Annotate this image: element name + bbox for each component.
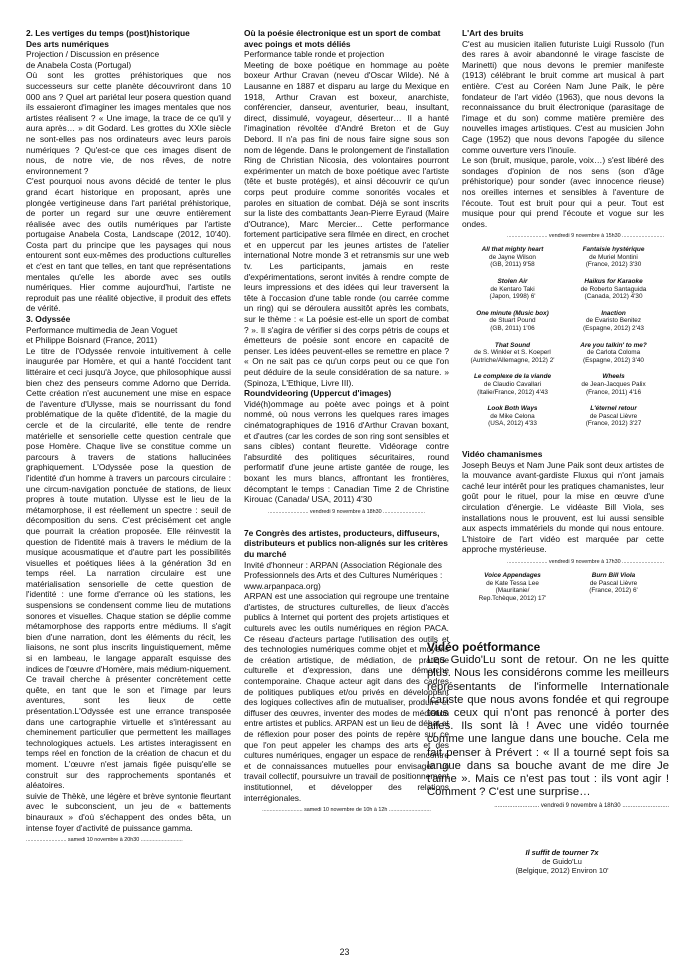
column-middle bbox=[244, 28, 449, 814]
program-item: Haikus for Karaoke de Roberto Santaguida (Canada, 2012) 4'30 bbox=[580, 278, 647, 301]
paragraph: Où sont les grottes préhistoriques que nos successeurs sur cette planète découvriront dans 10 000 ans ? Quel art pariétal leur posera question quand ils essaieront d'imaginer les images mentales que nos artistes réalisent ? « Une image, la trace de ce qu'il y aura après… » dit Godard. Les grottes du XXIe siècle ne sont-elles pas nos ordinateurs avec leurs parois numériques ? Qu'est-ce que ces images disent de nous, de notre vie, de nos rêves, de notre environnement ? bbox=[26, 70, 231, 176]
program-list bbox=[462, 246, 664, 437]
section-title: Roundvideoring (Uppercut d'images) bbox=[244, 388, 392, 399]
program-item: Are you talkin' to me? de Carlota Coloma (Espagne, 2012) 3'40 bbox=[580, 341, 647, 364]
column-right bbox=[462, 28, 664, 605]
section-title: 2. Les vertiges du temps (post)historique bbox=[26, 28, 190, 38]
section-title: L'Art des bruits bbox=[462, 28, 524, 38]
program-item: Look Both Ways de Mike Celona (USA, 2012) 4'33 bbox=[487, 405, 538, 428]
schedule-line: ........................... vendredi 9 novembre à 18h30 ............................ bbox=[268, 508, 425, 515]
schedule-line: ........................... vendredi 9 novembre à 15h30 ............................ bbox=[507, 233, 664, 240]
paragraph: Le son (bruit, musique, parole, voix…) s'est libéré des sondages d'opinion de nos sens (son d'âge préhistorique) pour sonder (avec innocence rieuse) nos oreilles internes et sensibles à l'aventure de l'écoute. Tout est bruit pour qui a peur. Tout est musique pour qui prend l'écoute et vogue sur les ondes. bbox=[462, 155, 664, 229]
paragraph: suivie de Thèkè, une légère et brève syntonie fleurtant avec le subconscient, un jeu de « battements binauraux » d'où s'échappent des ondes bêta, un intense foyer d'activité de puissance gamma. bbox=[26, 790, 231, 833]
paragraph: Meeting de boxe poétique en hommage au poète boxeur Arthur Cravan (neveu d'Oscar Wilde). Né à Lausanne en 1887 et disparu au large du Mexique en 1918, Arthur Cravan est boxeur, anarchiste, conférencier, danseur, aventurier, beau, insultant, direct, dissimulé, voyageur, déserteur… Il a hanté l'imagination révoltée d'André Breton et de Guy Debord. Il n'a pas fini de nous faire signe sous son nom de légende. Dans le prolongement de l'installation Ring de Christian Nicosia, des volontaires pourront expérimenter un match de boxe poétique avec l'artiste (tête et buste protégés), et ainsi découvrir ce qu'un corps peut produire comme sonorités vocales et paroles en situation de combat. Déjà se sont inscrits sur la liste des combattants Jean-Pierre Eyraud (Maire d'Outrance), Marc Mercier... Cette performance fortement participative sera filmée en direct, en crochet et en uppercut par les jeunes artistes de l'atelier international Notre monde 3 et retransmis sur une web tv. Les participants, jamais en reste d'expérimentations, seront invités à rendre compte de leurs impressions et des idées qui leur traversent la tête à l'occasion d'une table ronde (ou carrée comme un ring) qui se déroulera aussitôt après les combats, sur le thème : « La poésie est-elle un sport de combat ? ». Il s'agira de vérifier si des corps pétris de coups et émetteurs de poésie sont encore en capacité de penser. Les idées peuvent-elles se remettre en place ? « On ne sait pas ce qu'un corps peut ou ce que l'on peut déduire de la seule considération de sa nature. » (Spinoza, L'Ethique, Livre III). bbox=[244, 59, 449, 388]
program-item: Le complexe de la viande de Claudio Cavallari (Italie/France, 2012) 4'43 bbox=[473, 373, 552, 396]
work-origin: (Belgique, 2012) Environ 10' bbox=[515, 866, 609, 875]
paragraph: ARPAN est une association qui regroupe une trentaine d'artistes, de structures culturelles, de lieux d'accès publics à Internet qui portent des projets artistiques et culturels avec les outils numériques en région PACA. Ce réseau d'acteurs partage l'utilisation des outils et des technologies numériques comme objet et moyens de création artistique, de médiation, de pratique culturelle et d'expression, dans une démarche contemporaine. Chaque acteur agit dans des cadres de politiques publiques et/ou privés en développant des logiques collectives afin de mutualiser, produire et diffuser des œuvres, inventer des modes de médiation entre artistes et publics. ARPAN est un lieu de débat et de réflexion pour poser des points de repère sur ce que l'on peut appeler les champs des arts et des cultures numériques, engager un espace de rencontre et de connaissances mutuelles pour envisager un travail collectif, poursuivre un travail de positionnement institutionnel, et développer des relations interrégionales. bbox=[244, 591, 449, 803]
work-title: Il suffit de tourner 7x bbox=[525, 848, 599, 857]
program-item: Inaction de Evaristo Benitez (Espagne, 2012) 2'43 bbox=[583, 309, 644, 333]
section-title: Où la poésie électronique est un sport de combat avec poings et mots déliés bbox=[244, 28, 441, 49]
section-title: Vidéo poétformance bbox=[427, 640, 541, 654]
schedule-line: ........................... vendredi 9 novembre à 17h30 ............................ bbox=[507, 558, 664, 565]
program-item: Fantaisie hystérique de Muriel Montini (France, 2012) 3'30 bbox=[582, 246, 645, 269]
program-item: Stolen Air de Kentaro Taki (Japon, 1998) 6' bbox=[489, 278, 536, 301]
section-title: 7e Congrès des artistes, producteurs, diffuseurs, distributeurs et publics non-alignés sur les critères du marché bbox=[244, 527, 448, 559]
program-list bbox=[462, 572, 664, 605]
program-item: L'éternel retour de Pascal Lièvre (France, 2012) 3'27 bbox=[585, 405, 642, 428]
program-item: Voice Appendages de Kate Tessa Lee (Mauritanie/ Rep.Tchèque, 2012) 17' bbox=[478, 571, 547, 602]
work-author: de Guido'Lu bbox=[542, 857, 582, 866]
feature-block bbox=[427, 641, 669, 810]
section-title: 3. Odyssée bbox=[26, 314, 71, 325]
event-meta: Performance multimedia de Jean Voguet bbox=[26, 324, 178, 335]
paragraph: C'est au musicien italien futuriste Luigi Russolo (l'un des rares à avoir abandonné le virage fasciste de Marinetti) que nous devons le premier manifeste (1913) célébrant le bruit comme art musical à part entière. C'est au Coréen Nam June Paik, le père fondateur de l'art vidéo (1963), que nous devons la reconnaissance du bruit électronique (parasitage de l'image et du son) comme matière première des nouvelles images artistiques. C'est au musicien John Cage (1952) que nous devons l'apogée du silence comme ouverture vers l'inouïe. bbox=[462, 38, 664, 155]
section-title: Vidéo chamanismes bbox=[462, 448, 543, 459]
schedule-line: ........................... samedi 10 novembre à 20h30 ............................ bbox=[26, 837, 183, 844]
program-item bbox=[462, 848, 662, 875]
program-item: One minute (Music box) de Stuart Pound (GB, 2011) 1'06 bbox=[476, 309, 549, 333]
event-meta: Projection / Discussion en présence bbox=[26, 49, 160, 60]
column-left bbox=[26, 28, 231, 844]
program-item: Burn Bill Viola de Pascal Lièvre (France, 2012) 6' bbox=[589, 571, 638, 595]
event-meta: Invité d'honneur : ARPAN (Association Régionale des Professionnels des Arts et des Cultures Numériques : www.arpanpaca.org) bbox=[244, 559, 443, 591]
event-meta: de Anabela Costa (Portugal) bbox=[26, 59, 132, 70]
schedule-line: ........................... samedi 10 novembre de 10h à 12h ............................ bbox=[262, 807, 431, 814]
event-meta: et Philippe Boisnard (France, 2011) bbox=[26, 335, 158, 346]
program-item: Wheels de Jean-Jacques Palix (France, 2011) 4'16 bbox=[581, 373, 646, 396]
event-meta: Performance table ronde et projection bbox=[244, 49, 385, 60]
section-subtitle: Des arts numériques bbox=[26, 38, 109, 49]
paragraph: C'est pourquoi nous avons décidé de tenter le plus grand écart historique en proposant, après une plongée vertigineuse dans l'art pariétal préhistorique, de porter un regard sur une œuvre entièrement réalisée avec des outils numériques par l'artiste portugaise Anabela Costa, Landscape (2012, 10'40). Costa part du principe que les paysages qui nous entourent sont eux-mêmes des productions culturelles et c'est en tant que telles, en tant que représentations mentales qu'elle les aborde avec ses outils numériques. Hier comme aujourd'hui, l'artiste ne reproduit pas une réalité objective, il produit des effets de vérité. bbox=[26, 176, 231, 314]
program-item: All that mighty heart de Jayne Wilson (GB, 2011) 9'58 bbox=[481, 246, 544, 269]
schedule-line: ........................... vendredi 9 novembre à 18h30 ............................ bbox=[494, 803, 669, 810]
paragraph: Vidé(h)ommage au poète avec poings et à point nommé, où nous verrons les quelques rares images cinématographiques de 1916 d'Arthur Cravan boxant, et d'autres (car les cordes de son ring sont sensibles et sans cibles) contant fleurette. Vidéorage contre l'absurdité des politiques sécuritaires, round performatif d'une jeune artiste gantée de rouge, les boxant les murs blancs, affrontant les frontières, décomptant le temps : Canadian Time 2 de Christine Kirouac (Canada/ USA, 2011) 4'30 bbox=[244, 398, 449, 505]
program-item: That Sound de S. Winkler et S. Koeperl (Autriche/Allemagne, 2012) 2' bbox=[470, 341, 555, 364]
paragraph: Le titre de l'Odyssée renvoie intuitivement à celle inaugurée par Homère, et qui a hanté l'occident tant littéraire et ceci jusqu'à Joyce, que philosophique aussi bien chez des penseurs comme Adorno que Derrida. Cette création n'est aucunement une mise en espace de l'aventure d'Ulysse, mais se nourrissant du fond problématique de la quête d'identité, de la magie du cercle et de la circularité, elle tente de rendre matérielle et sensorielle cette question centrale que pose Homère. Chaque live se constitue comme un parcours à travers de stations hallucinées graphiquement. L'Odyssée pose la question de l'identité d'un homme à travers un parcours circulaire : une circum-navigation ponctuée de stations, de lieux propres à toute mutation. Ulysse est le lieu de la métamorphose, il est réellement un spectre : seuil de décomposition du sens. C'est précisément cet angle que pourrait la création proposée. Elle réinvestit la question de l'identité mais à travers le médium de la musique acousmatique et d'autre part les possibilités visuelles et poétiques liées à la génération 3d en temps réel. La narration circulaire est une matérialisation sensorielle de cette question de l'identité : une forme d'errance où les stations, les suspensions se condensent comme lieu de mutations sonores et visuelles. Chaque station se déplie comme métamorphose des rapports entre médiums. Il s'agit bien d'une narration, dont les éléments du récit, les liaisons, ne sont plus inscrits linguistiquement, même si en lambeau, le langage apparaît esquisse des indices de l'œuvre d'Homère, mais médium-niquement. Ce travail cherche à présenter concrètement cette quête, en tant que le son et l'image par leurs aventures, sont les lieux de cette présentation.L'Odyssée est une errance transposée dans une cartographie virtuelle et s'intéressant au cheminement particulier que permettent les maillages technologiques actuels. Les artistes interagissent en temps réel en fonction de la création de chacun et du moment. L'œuvre n'est jamais figée puisqu'elle se construit sur des rapprochements spontanés et aléatoires. bbox=[26, 345, 231, 791]
paragraph: Les Guido'Lu sont de retour. On ne les quitte plus. Nous les considérons comme les meilleurs représentants de l'informelle Internationale Icariste que nous avons fondée et qui regroupe tous ceux qui n'ont pas renoncé à porter des ailes. Ils sont là ! Avec une vidéo tournée comme une langue dans une bouche. Cela me fait penser à Prévert : « Il a tourné sept fois sa langue dans sa bouche avant de me dire Je t'aime ». Mais ce n'est pas tout : ils vont agir ! Comment ? C'est une surprise… bbox=[427, 654, 669, 799]
paragraph: Joseph Beuys et Nam June Paik sont deux artistes de la mouvance avant-gardiste Fluxus qui n'ont jamais caché leur intérêt pour les pratiques chamanistes, leur goût pour le rituel, pour la mise en œuvre d'une circulation d'énergie. Le vidéaste Bill Viola, ses installations nous le prouvent, est lui aussi sensible aux aspects immatériels du monde qui nous entoure. L'histoire de l'art vidéo est marquée par cette approche mystérieuse. bbox=[462, 459, 664, 555]
page-number: 23 bbox=[339, 947, 350, 957]
